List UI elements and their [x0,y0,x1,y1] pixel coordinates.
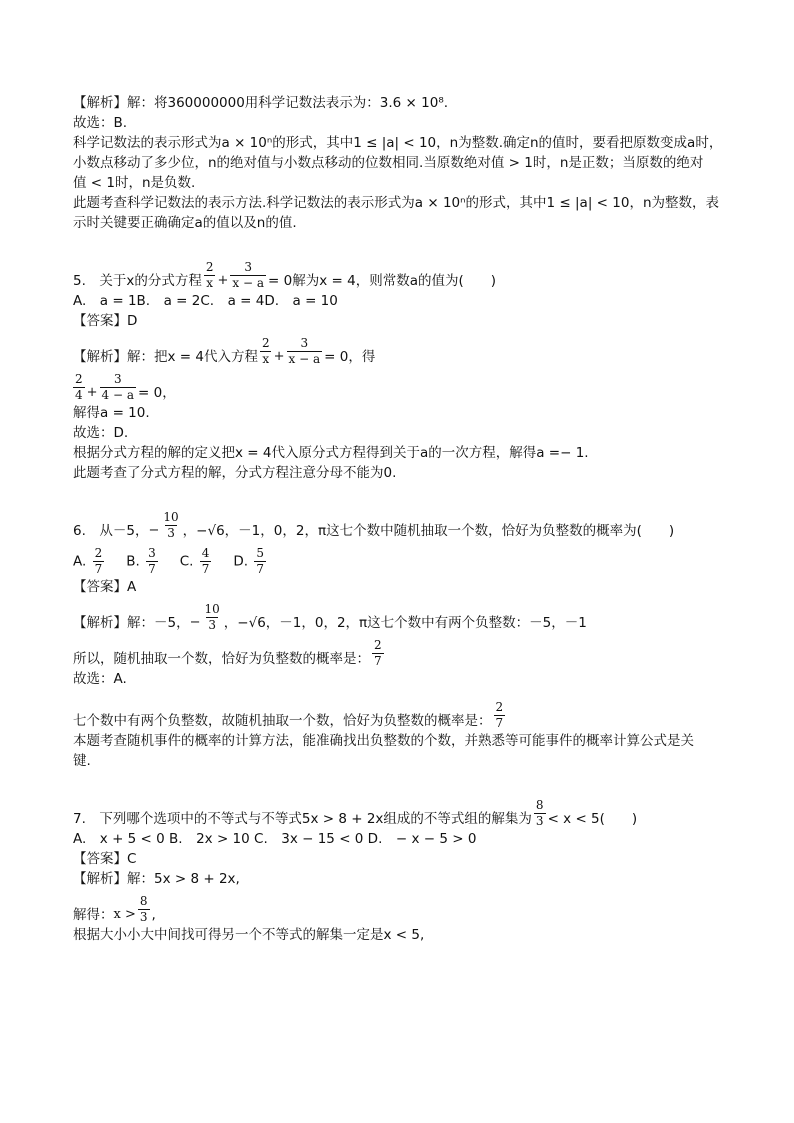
text-line: 小数点移动了多少位，n的绝对值与小数点移动的位数相同.当原数绝对值 > 1时，n是正数；当原数的绝对 [73,155,704,171]
choice-line: 故选：A. [73,671,127,687]
equation-line: $\frac{2}{4}$ + $\frac{3}{4 - a}$ = 0， [75,372,176,402]
analysis-line: 【解析】解：把x = 4代入方程 $\frac{2}{x}$ + $\frac{3}{x - a}$ = 0，得 [73,336,376,366]
fraction: $\frac{8}{3}$ [139,894,148,924]
text-line: 根据分式方程的解的定义把x = 4代入原分式方程得到关于a的一次方程，解得a =− 1. [73,445,589,461]
fraction: $\frac{2}{7}$ [495,700,504,730]
document-page [73,93,733,945]
option-d: D. $\frac{5}{7}$ [233,546,265,576]
option-a: A. $\frac{2}{7}$ [73,546,103,576]
answer-line: 【答案】C [73,851,137,867]
question-7: 7. 下列哪个选项中的不等式与不等式5x > 8 + 2x组成的不等式组的解集为 $\frac{8}{3}$ < x < 5( ) [73,798,638,828]
fraction: $\frac{8}{3}$ [535,798,544,828]
text-line: 解得： x > $\frac{8}{3}$ , [73,894,156,924]
analysis-line: 【解析】解：－5， − $\frac{10}{3}$ ，−√6，－1，0，2，π这七个数中有两个负整数：－5，－1 [73,602,587,632]
text-line: 所以，随机抽取一个数，恰好为负整数的概率是： $\frac{2}{7}$ [73,638,382,668]
fraction: $\frac{10}{3}$ [163,510,179,540]
choice-line: 故选：B. [73,115,128,131]
text-line: 值 < 1时，n是负数. [73,175,196,191]
analysis-line: 【解析】解：将360000000用科学记数法表示为：3.6 × 10⁸. [73,95,449,111]
text-line: 键. [73,753,91,769]
fraction: $\frac{2}{x}$ [261,336,270,366]
answer-line: 【答案】D [73,313,138,329]
question-5: 5. 关于x的分式方程 $\frac{2}{x}$ + $\frac{3}{x - a}$ = 0解为x = 4，则常数a的值为( ) [73,260,497,290]
text-line: 七个数中有两个负整数，故随机抽取一个数，恰好为负整数的概率是： $\frac{2}{7}$ [73,700,504,730]
text-line: 解得a = 10. [73,405,150,421]
fraction: $\frac{2}{7}$ [374,638,382,668]
option-c: C. $\frac{4}{7}$ [179,546,210,576]
text-line: 本题考查随机事件的概率的计算方法，能准确找出负整数的个数，并熟悉等可能事件的概率计算公式是关 [73,733,694,749]
fraction: $\frac{3}{x - a}$ [232,260,265,290]
options-line: A. a = 1B. a = 2C. a = 4D. a = 10 [73,293,338,309]
options-line [73,541,733,577]
fraction: $\frac{2}{4}$ [75,372,83,402]
fraction: $\frac{3}{x - a}$ [288,336,321,366]
options-line: A. x + 5 < 0 B. 2x > 10 C. 3x − 15 < 0 D. − x − 5 > 0 [73,831,477,847]
text-line: 科学记数法的表示形式为a × 10ⁿ的形式，其中1 ≤ |a| < 10，n为整数.确定n的值时，要看把原数变成a时， [73,135,723,151]
option-b: B. $\frac{3}{7}$ [126,546,156,576]
analysis-line: 【解析】解：5x > 8 + 2x, [73,871,240,887]
text-line: 此题考查了分式方程的解，分式方程注意分母不能为0. [73,465,397,481]
answer-line: 【答案】A [73,579,137,595]
choice-line: 故选：D. [73,425,129,441]
text-line: 示时关键要正确确定a的值以及n的值. [73,215,297,231]
text-line: 根据大小小大中间找可得另一个不等式的解集一定是x < 5, [73,927,425,943]
fraction: $\frac{2}{x}$ [205,260,214,290]
text-line: 此题考查科学记数法的表示方法.科学记数法的表示形式为a × 10ⁿ的形式，其中1 ≤ |a| < 10，n为整数，表 [73,195,719,211]
question-6: 6. 从－5， − $\frac{10}{3}$ ，−√6，－1，0，2，π这七个数中随机抽取一个数，恰好为负整数的概率为( ) [73,510,675,540]
fraction: $\frac{3}{4 - a}$ [101,372,135,402]
fraction: $\frac{10}{3}$ [204,602,220,632]
